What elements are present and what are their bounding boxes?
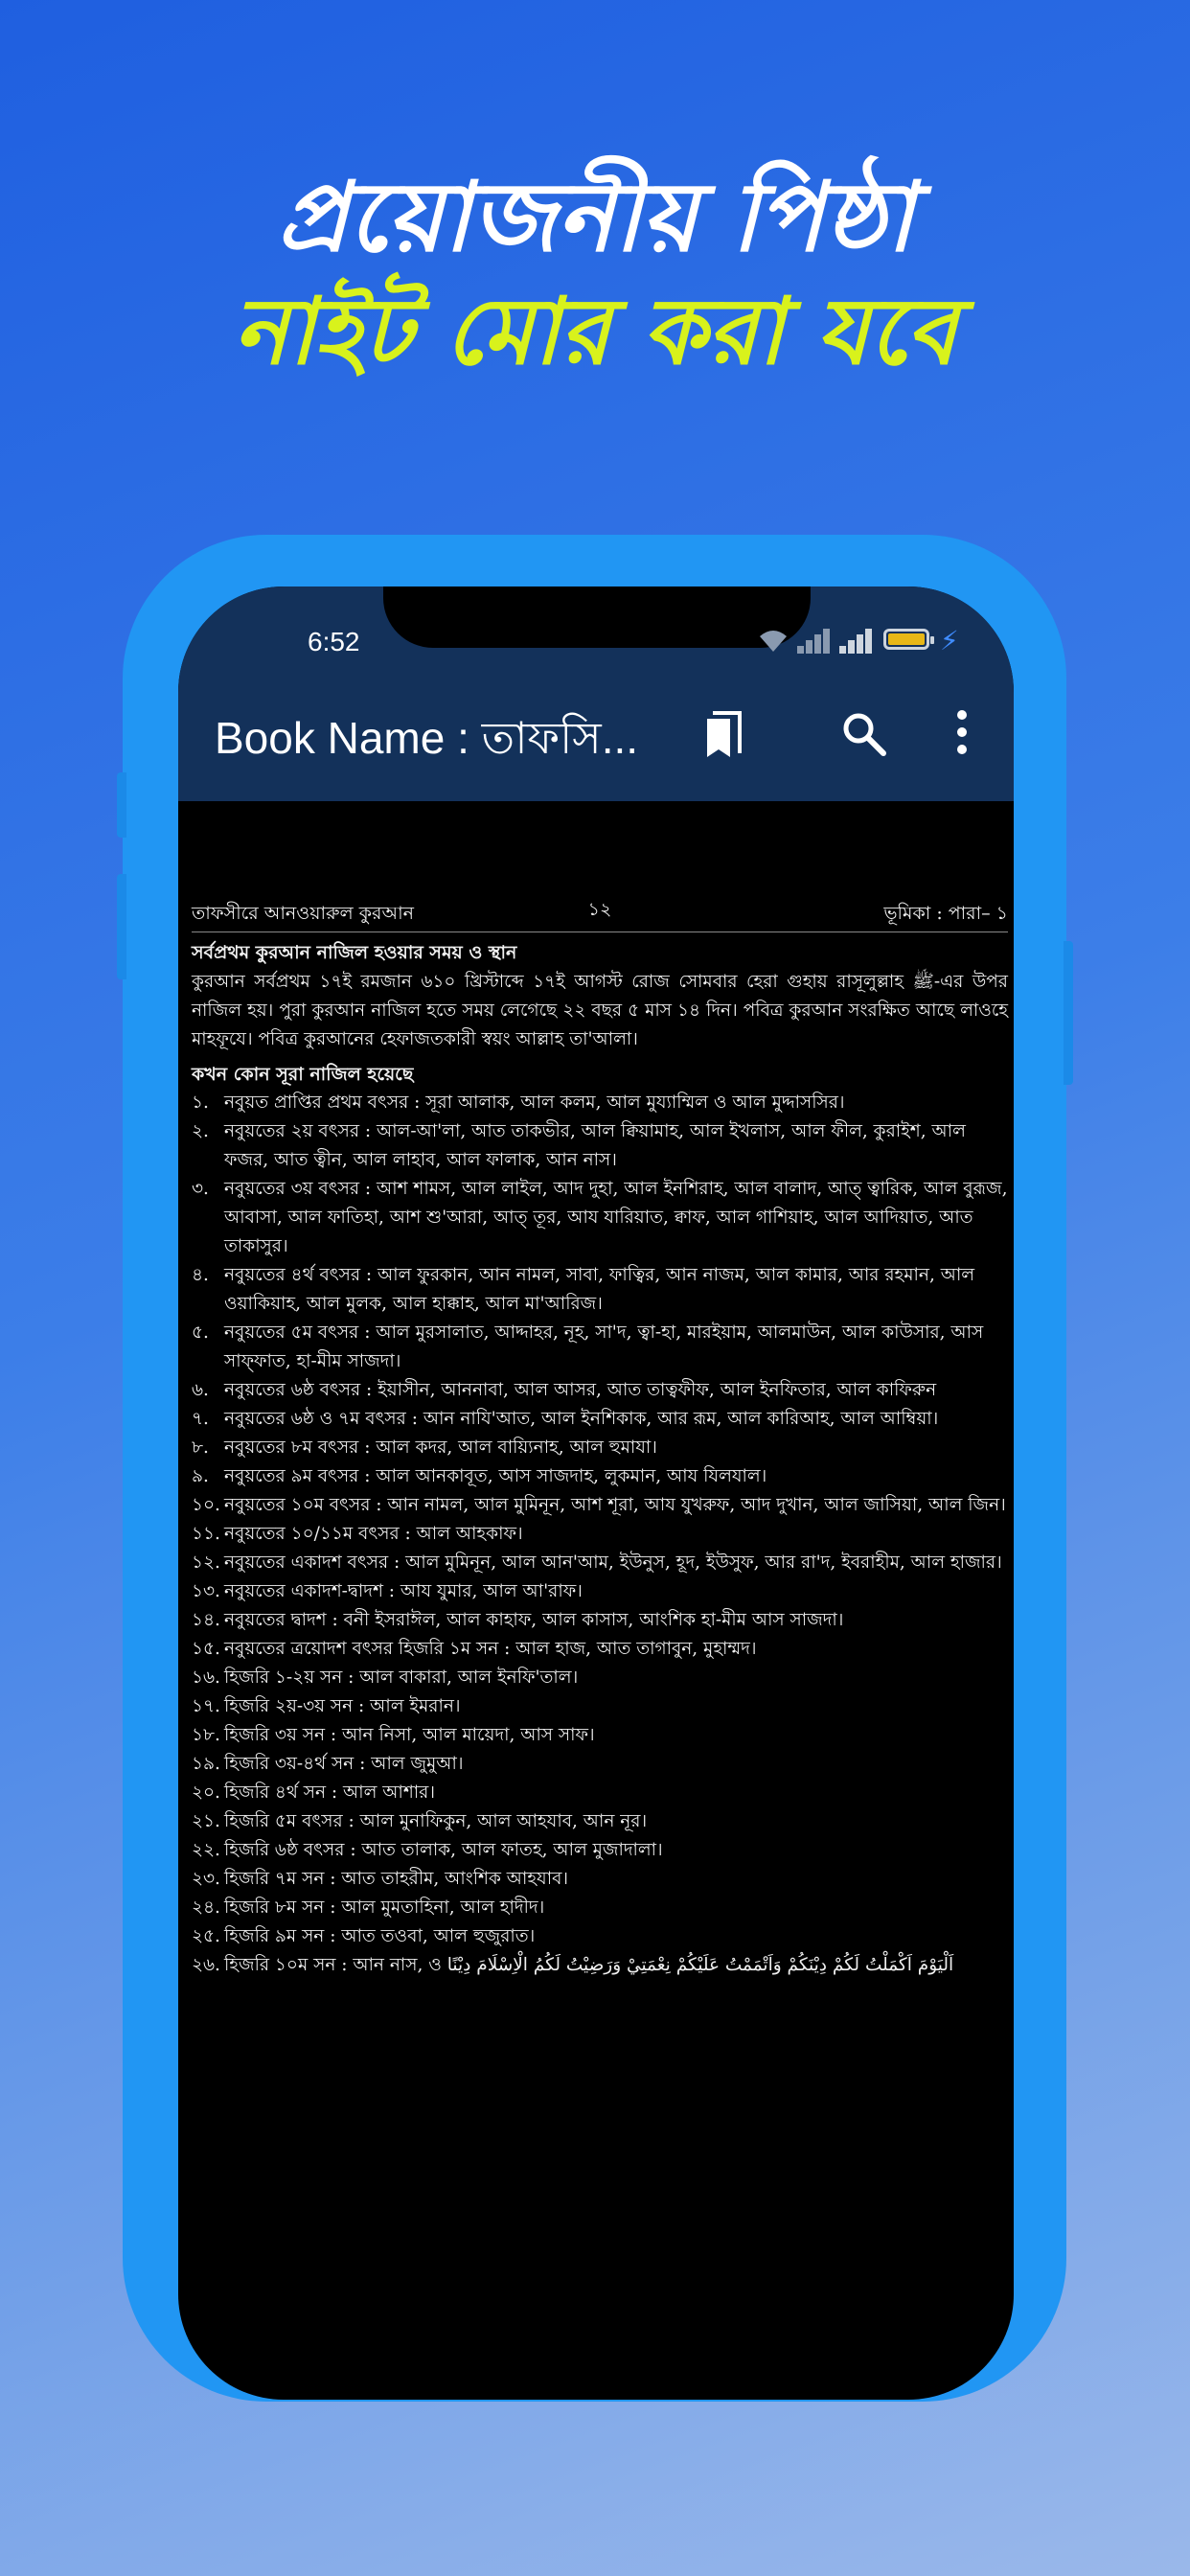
- list-item-text: হিজরি ৪র্থ সন : আল আশার।: [224, 1782, 435, 1803]
- charging-bolt-icon: ⚡: [940, 625, 959, 656]
- list-item-number: ৩.: [192, 1179, 209, 1200]
- bookmark-icon[interactable]: [692, 700, 761, 769]
- list-item-text: নবুয়তের ১০ম বৎসর : আন নামল, আল মুমিনূন, আশ শূরা, আয যুখরুফ, আদ দুখান, আল জাসিয়া, আল জিন।: [224, 1495, 1006, 1515]
- book-title: Book Name : তাফসি...: [215, 713, 639, 763]
- book-page: [192, 899, 1008, 1979]
- cell-signal-icon: [797, 627, 832, 654]
- list-item: [192, 1750, 1008, 1779]
- list-item-number: ১৫.: [192, 1638, 220, 1659]
- list-item-number: ১৬.: [192, 1667, 220, 1688]
- list-item: [192, 1577, 1008, 1606]
- list-item: [192, 1549, 1008, 1577]
- list-item-text: নবুয়তের ৮ম বৎসর : আল কদর, আল বায়্যিনাহ, আল হুমাযা।: [224, 1438, 657, 1459]
- list-item-number: ৫.: [192, 1322, 209, 1344]
- page-header-book: তাফসীরে আনওয়ারুল কুরআন: [192, 903, 414, 924]
- list-item-number: ১৩.: [192, 1580, 220, 1601]
- list-item: [192, 1089, 1008, 1117]
- section-body: কুরআন সর্বপ্রথম ১৭ই রমজান ৬১০ খ্রিস্টাব্দে ১৭ই আগস্ট রোজ সোমবার হেরা গুহায় রাসূলুল্লাহ ﷺ-এর উপর নাজিল হয়। পুরা কুরআন নাজিল হতে সময় লেগেছে ২২ বছর ৫ মাস ১৪ দিন। পবিত্র কুরআন সংরক্ষিত আছে লাওহে মাহফূযে। পবিত্র কুরআনের হেফাজতকারী স্বয়ং আল্লাহ তা'আলা।: [192, 971, 1008, 1049]
- list-item-number: ৭.: [192, 1409, 209, 1430]
- list-item-text: নবুয়তের ত্রয়োদশ বৎসর হিজরি ১ম সন : আল হাজ, আত তাগাবুন, মুহাম্মদ।: [224, 1638, 757, 1659]
- list-item: [192, 1692, 1008, 1721]
- list-item-number: ১.: [192, 1092, 209, 1114]
- promo-headline: প্রয়োজনীয় পিষ্ঠা: [276, 161, 914, 273]
- list-item-text: হিজরি ৩য়-৪র্থ সন : আল জুমুআ।: [224, 1753, 464, 1774]
- list-item-number: ২০.: [192, 1782, 220, 1803]
- phone-screen: [178, 586, 1014, 2400]
- list-item-number: ৪.: [192, 1265, 209, 1286]
- list-item: [192, 1922, 1008, 1951]
- list-item-text: নবুয়তের ৪র্থ বৎসর : আল ফুরকান, আন নামল, সাবা, ফাত্বির, আন নাজম, আল কামার, আর রহমান, আল ওয়াকিয়াহ, আল মুলক, আল হাক্কাহ, আল মা'আরিজ।: [224, 1265, 975, 1315]
- status-bar: [178, 586, 1014, 671]
- list-item-number: ৮.: [192, 1438, 209, 1459]
- list-item-text: নবুয়তের ১০/১১ম বৎসর : আল আহকাফ।: [224, 1523, 523, 1544]
- list-item: [192, 1951, 1008, 1980]
- wifi-icon: [757, 627, 790, 654]
- list-item-text: নবুয়তের ৬ষ্ঠ ও ৭ম বৎসর : আন নাযি'আত, আল ইনশিকাক, আর রূম, আল কারিআহ, আল আম্বিয়া।: [224, 1409, 939, 1430]
- list-item: [192, 1807, 1008, 1836]
- list-item-text: হিজরি ৮ম সন : আল মুমতাহিনা, আল হাদীদ।: [224, 1897, 545, 1918]
- list-item-text: নবুয়তের একাদশ বৎসর : আল মুমিনূন, আল আন'আম, ইউনুস, হূদ, ইউসুফ, আর রা'দ, ইবরাহীম, আল হাজার।: [224, 1552, 1002, 1573]
- status-time: 6:52: [308, 627, 360, 656]
- list-item: [192, 1434, 1008, 1462]
- list-item-number: ২৫.: [192, 1925, 220, 1946]
- list-item-text: নবুয়তের ২য় বৎসর : আল-আ'লা, আত তাকভীর, আল ক্বিয়ামাহ, আল ইখলাস, আল ফীল, কুরাইশ, আল ফজর, আত ত্বীন, আল লাহাব, আল ফালাক, আন নাস।: [224, 1121, 966, 1171]
- list-item-number: ১২.: [192, 1552, 220, 1573]
- list-item-text: নবুয়তের ৬ষ্ঠ বৎসর : ইয়াসীন, আননাবা, আল আসর, আত তাত্বফীফ, আল ইনফিতার, আল কাফিরুন: [224, 1380, 937, 1401]
- list-item-text: নবুয়ত প্রাপ্তির প্রথম বৎসর : সূরা আলাক, আল কলম, আল মুয্যাম্মিল ও আল মুদ্দাসসির।: [224, 1092, 845, 1114]
- list-item-text: হিজরি ২য়-৩য় সন : আল ইমরান।: [224, 1695, 461, 1716]
- list-item: [192, 1635, 1008, 1664]
- list-item: [192, 1405, 1008, 1434]
- list-item-number: ১৮.: [192, 1724, 220, 1745]
- section-title: সর্বপ্রথম কুরআন নাজিল হওয়ার সময় ও স্থান: [192, 942, 517, 963]
- surah-revelation-list: [192, 1089, 1008, 1979]
- list-item: [192, 1376, 1008, 1405]
- list-item-text: নবুয়তের দ্বাদশ : বনী ইসরাঈল, আল কাহাফ, আল কাসাস, আংশিক হা-মীম আস সাজদা।: [224, 1609, 844, 1630]
- list-item: [192, 1721, 1008, 1750]
- more-vert-icon[interactable]: [927, 700, 996, 769]
- list-item: [192, 1779, 1008, 1807]
- promo-subheadline: নাইট মোর করা যবে: [233, 278, 957, 385]
- list-item-text: নবুয়তের ৯ম বৎসর : আল আনকাবূত, আস সাজদাহ, লুকমান, আয যিলযাল।: [224, 1466, 767, 1487]
- list-item-number: ১৭.: [192, 1695, 220, 1716]
- list-item-number: ১৪.: [192, 1609, 220, 1630]
- list-item-number: ২৬.: [192, 1954, 220, 1975]
- list-item: [192, 1865, 1008, 1894]
- list-item: [192, 1606, 1008, 1635]
- list-item: [192, 1664, 1008, 1692]
- list-item-text: হিজরি ১-২য় সন : আল বাকারা, আল ইনফি'তাল।: [224, 1667, 579, 1688]
- phone-side-button-right: [1064, 941, 1073, 1085]
- list-item-text: নবুয়তের ৫ম বৎসর : আল মুরসালাত, আদ্দাহর, নূহ, সা'দ, ত্বা-হা, মারইয়াম, আলমাউন, আল কাউসার, আস সাফ্ফাত, হা-মীম সাজদা।: [224, 1322, 984, 1372]
- list-item-text: নবুয়তের একাদশ-দ্বাদশ : আয যুমার, আল আ'রাফ।: [224, 1580, 583, 1601]
- cell-signal-2-icon: [839, 627, 874, 654]
- list-item-text: হিজরি ৬ষ্ঠ বৎসর : আত তালাক, আল ফাতহ, আল মুজাদালা।: [224, 1839, 663, 1860]
- list-item-text: হিজরি ৭ম সন : আত তাহরীম, আংশিক আহযাব।: [224, 1868, 568, 1889]
- section-title: কখন কোন সূরা নাজিল হয়েছে: [192, 1063, 414, 1085]
- list-item-text: হিজরি ৯ম সন : আত তওবা, আল হুজুরাত।: [224, 1925, 536, 1946]
- list-item-text: হিজরি ১০ম সন : আন নাস, ও اَلْيَوْمَ اَكْمَلْتُ لَكُمْ دِيْنَكُمْ وَاَتْمَمْتُ عَلَيْكُمْ نِعْمَتِيْ وَرَضِيْتُ لَكُمُ الْاِسْلَامَ دِيْنًا: [224, 1954, 954, 1975]
- list-item-number: ২৪.: [192, 1897, 220, 1918]
- list-item-number: ২৩.: [192, 1868, 220, 1889]
- list-item: [192, 1117, 1008, 1175]
- phone-side-button-left-2: [117, 874, 126, 979]
- list-item: [192, 1319, 1008, 1376]
- list-item-number: ১০.: [192, 1495, 220, 1515]
- list-item: [192, 1894, 1008, 1922]
- list-item: [192, 1491, 1008, 1520]
- app-bar: [178, 671, 1014, 801]
- page-header-chapter: ভূমিকা : পারা– ১: [883, 903, 1008, 924]
- phone-side-button-left-1: [117, 772, 126, 838]
- list-item: [192, 1836, 1008, 1865]
- list-item: [192, 1175, 1008, 1261]
- list-item: [192, 1462, 1008, 1491]
- list-item-text: নবুয়তের ৩য় বৎসর : আশ শামস, আল লাইল, আদ দুহা, আল ইনশিরাহ, আল বালাদ, আত্ ত্বারিক, আল বুরূজ, আবাসা, আল ফাতিহা, আশ শু'আরা, আত্ তূর, আয যারিয়াত, ক্বাফ, আল গাশিয়াহ, আল আদিয়াত, আত তাকাসুর।: [224, 1179, 1008, 1257]
- search-icon[interactable]: [830, 700, 899, 769]
- list-item-number: ১৯.: [192, 1753, 220, 1774]
- list-item-text: হিজরি ৫ম বৎসর : আল মুনাফিকুন, আল আহযাব, আন নূর।: [224, 1810, 648, 1831]
- list-item-text: হিজরি ৩য় সন : আন নিসা, আল মায়েদা, আস সাফ।: [224, 1724, 595, 1745]
- list-item-number: ২১.: [192, 1810, 220, 1831]
- battery-icon: [883, 629, 929, 650]
- list-item-number: ৬.: [192, 1380, 209, 1401]
- list-item-number: ২.: [192, 1121, 209, 1142]
- list-item: [192, 1261, 1008, 1319]
- notch: [383, 586, 811, 648]
- list-item-number: ৯.: [192, 1466, 209, 1487]
- list-item: [192, 1520, 1008, 1549]
- page-header: [192, 899, 1008, 932]
- list-item-number: ১১.: [192, 1523, 220, 1544]
- list-item-number: ২২.: [192, 1839, 220, 1860]
- page-number: ১২: [587, 899, 612, 920]
